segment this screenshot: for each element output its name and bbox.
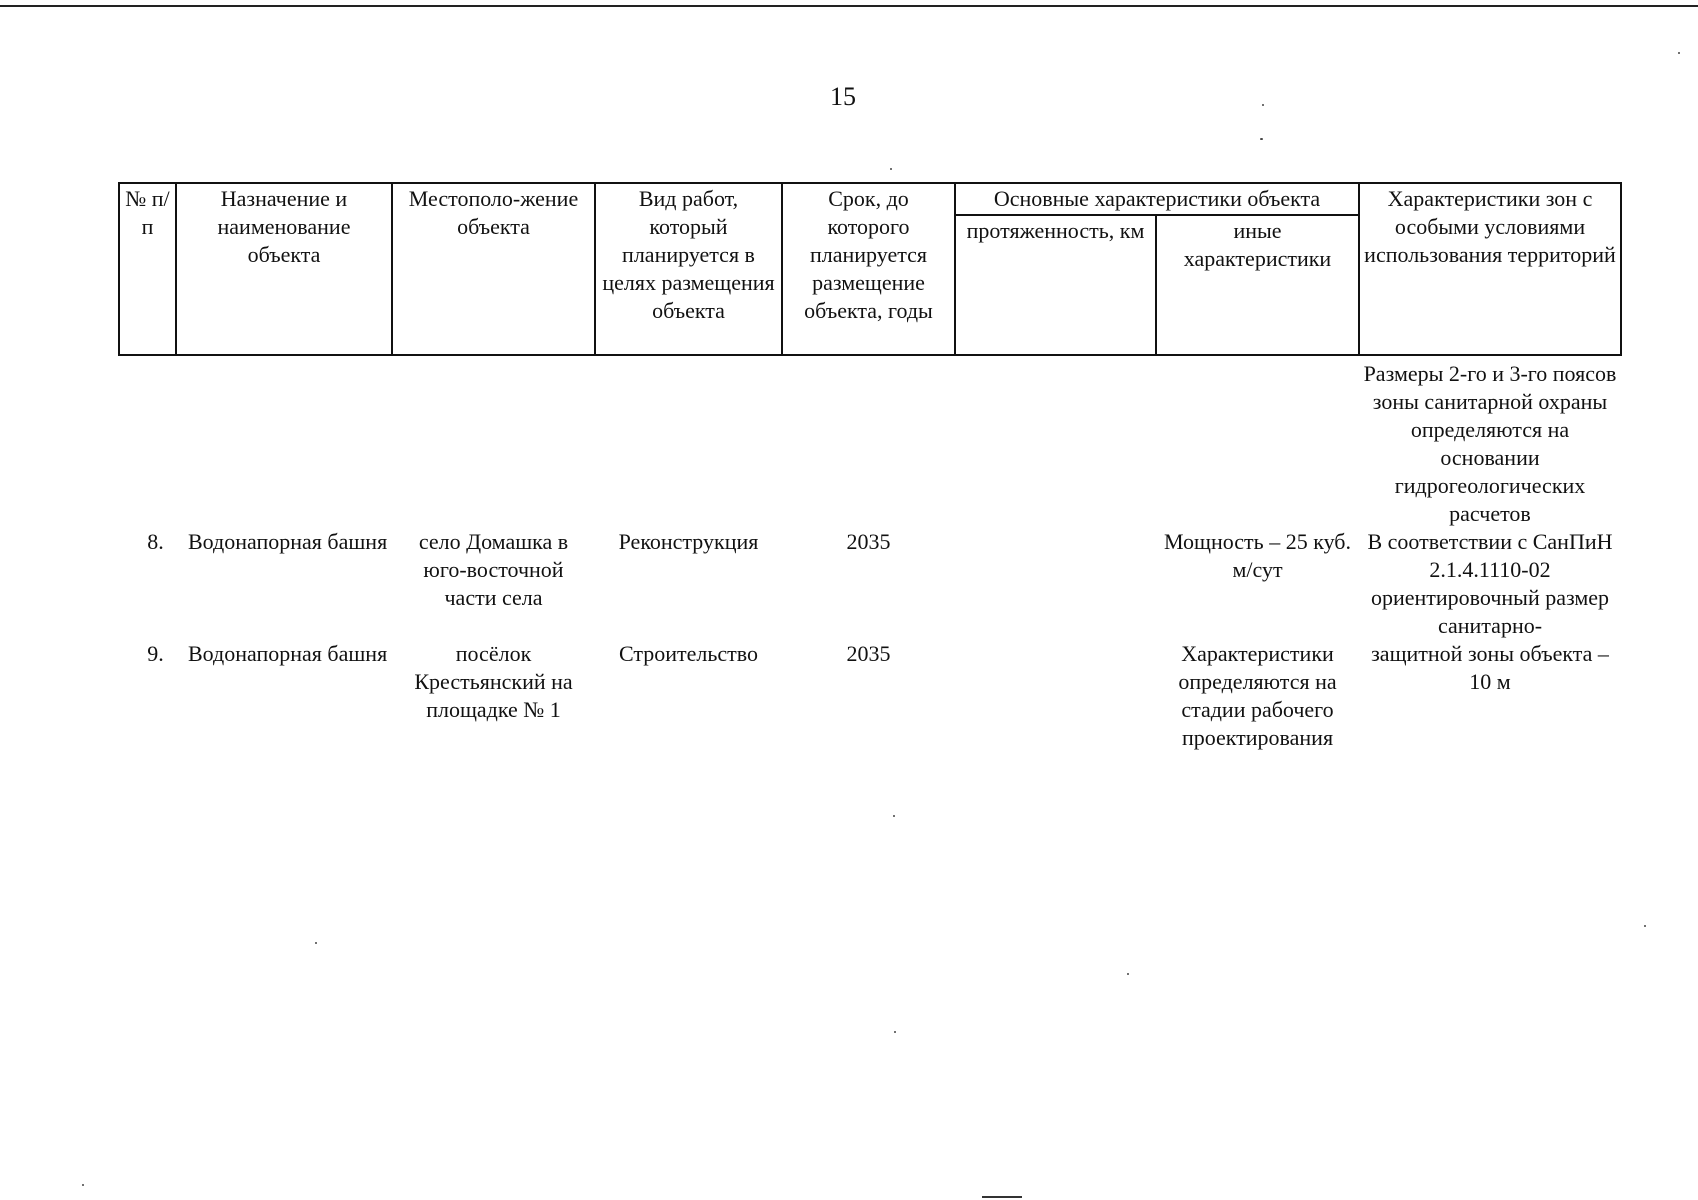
table-row-continuation [119,355,1621,528]
row-zones: В соответствии с СанПиН 2.1.4.1110-02 ориентировочный размер санитарно- [1367,529,1613,638]
header-location: Местополо-жение объекта [392,183,595,355]
row-name: Водонапорная башня [188,641,388,666]
row-other-characteristics: Характеристики определяются на стадии рабочего проектирования [1178,641,1337,750]
row-term: 2035 [846,641,891,666]
continuation-zones-cell: Размеры 2-го и 3-го поясов зоны санитарной охраны определяются на основании гидрогеологических расчетов [1363,361,1617,526]
header-work-type: Вид работ, который планируется в целях размещения объекта [595,183,782,355]
row-work-type: Строительство [618,641,759,666]
row-zones: защитной зоны объекта – 10 м [1371,641,1609,694]
table-row [119,528,1621,640]
row-length [955,528,1156,640]
row-num: 9. [147,641,164,666]
page-number: 15 [830,82,856,111]
scan-speck [1644,925,1646,927]
bottom-dash [982,1196,1022,1198]
scan-speck [1678,52,1680,54]
row-work-type: Реконструкция [618,529,759,554]
table-row [119,640,1621,752]
scan-speck [890,168,892,170]
header-length: протяженность, км [955,215,1156,355]
row-term: 2035 [846,529,891,554]
row-location: село Домашка в юго-восточной части села [418,529,569,610]
header-other-characteristics: иные характеристики [1156,215,1359,355]
scan-speck [894,1031,896,1033]
header-zones: Характеристики зон с особыми условиями использования территорий [1359,183,1621,355]
scan-speck [1260,138,1263,140]
row-name: Водонапорная башня [188,529,388,554]
row-other-characteristics: Мощность – 25 куб. м/сут [1164,529,1351,582]
scan-speck [1262,104,1264,106]
scan-speck [893,815,895,817]
objects-table [118,182,1622,752]
header-name: Назначение и наименование объекта [176,183,392,355]
header-term: Срок, до которого планируется размещение объекта, годы [782,183,955,355]
header-main-characteristics: Основные характеристики объекта [955,183,1359,215]
scan-speck [315,942,317,944]
row-length [955,640,1156,752]
scan-speck [1127,973,1129,975]
top-border-line [0,5,1698,7]
header-num: № п/п [119,183,176,355]
scan-speck [82,1184,84,1186]
row-num: 8. [147,529,164,554]
row-location: посёлок Крестьянский на площадке № 1 [414,641,573,722]
